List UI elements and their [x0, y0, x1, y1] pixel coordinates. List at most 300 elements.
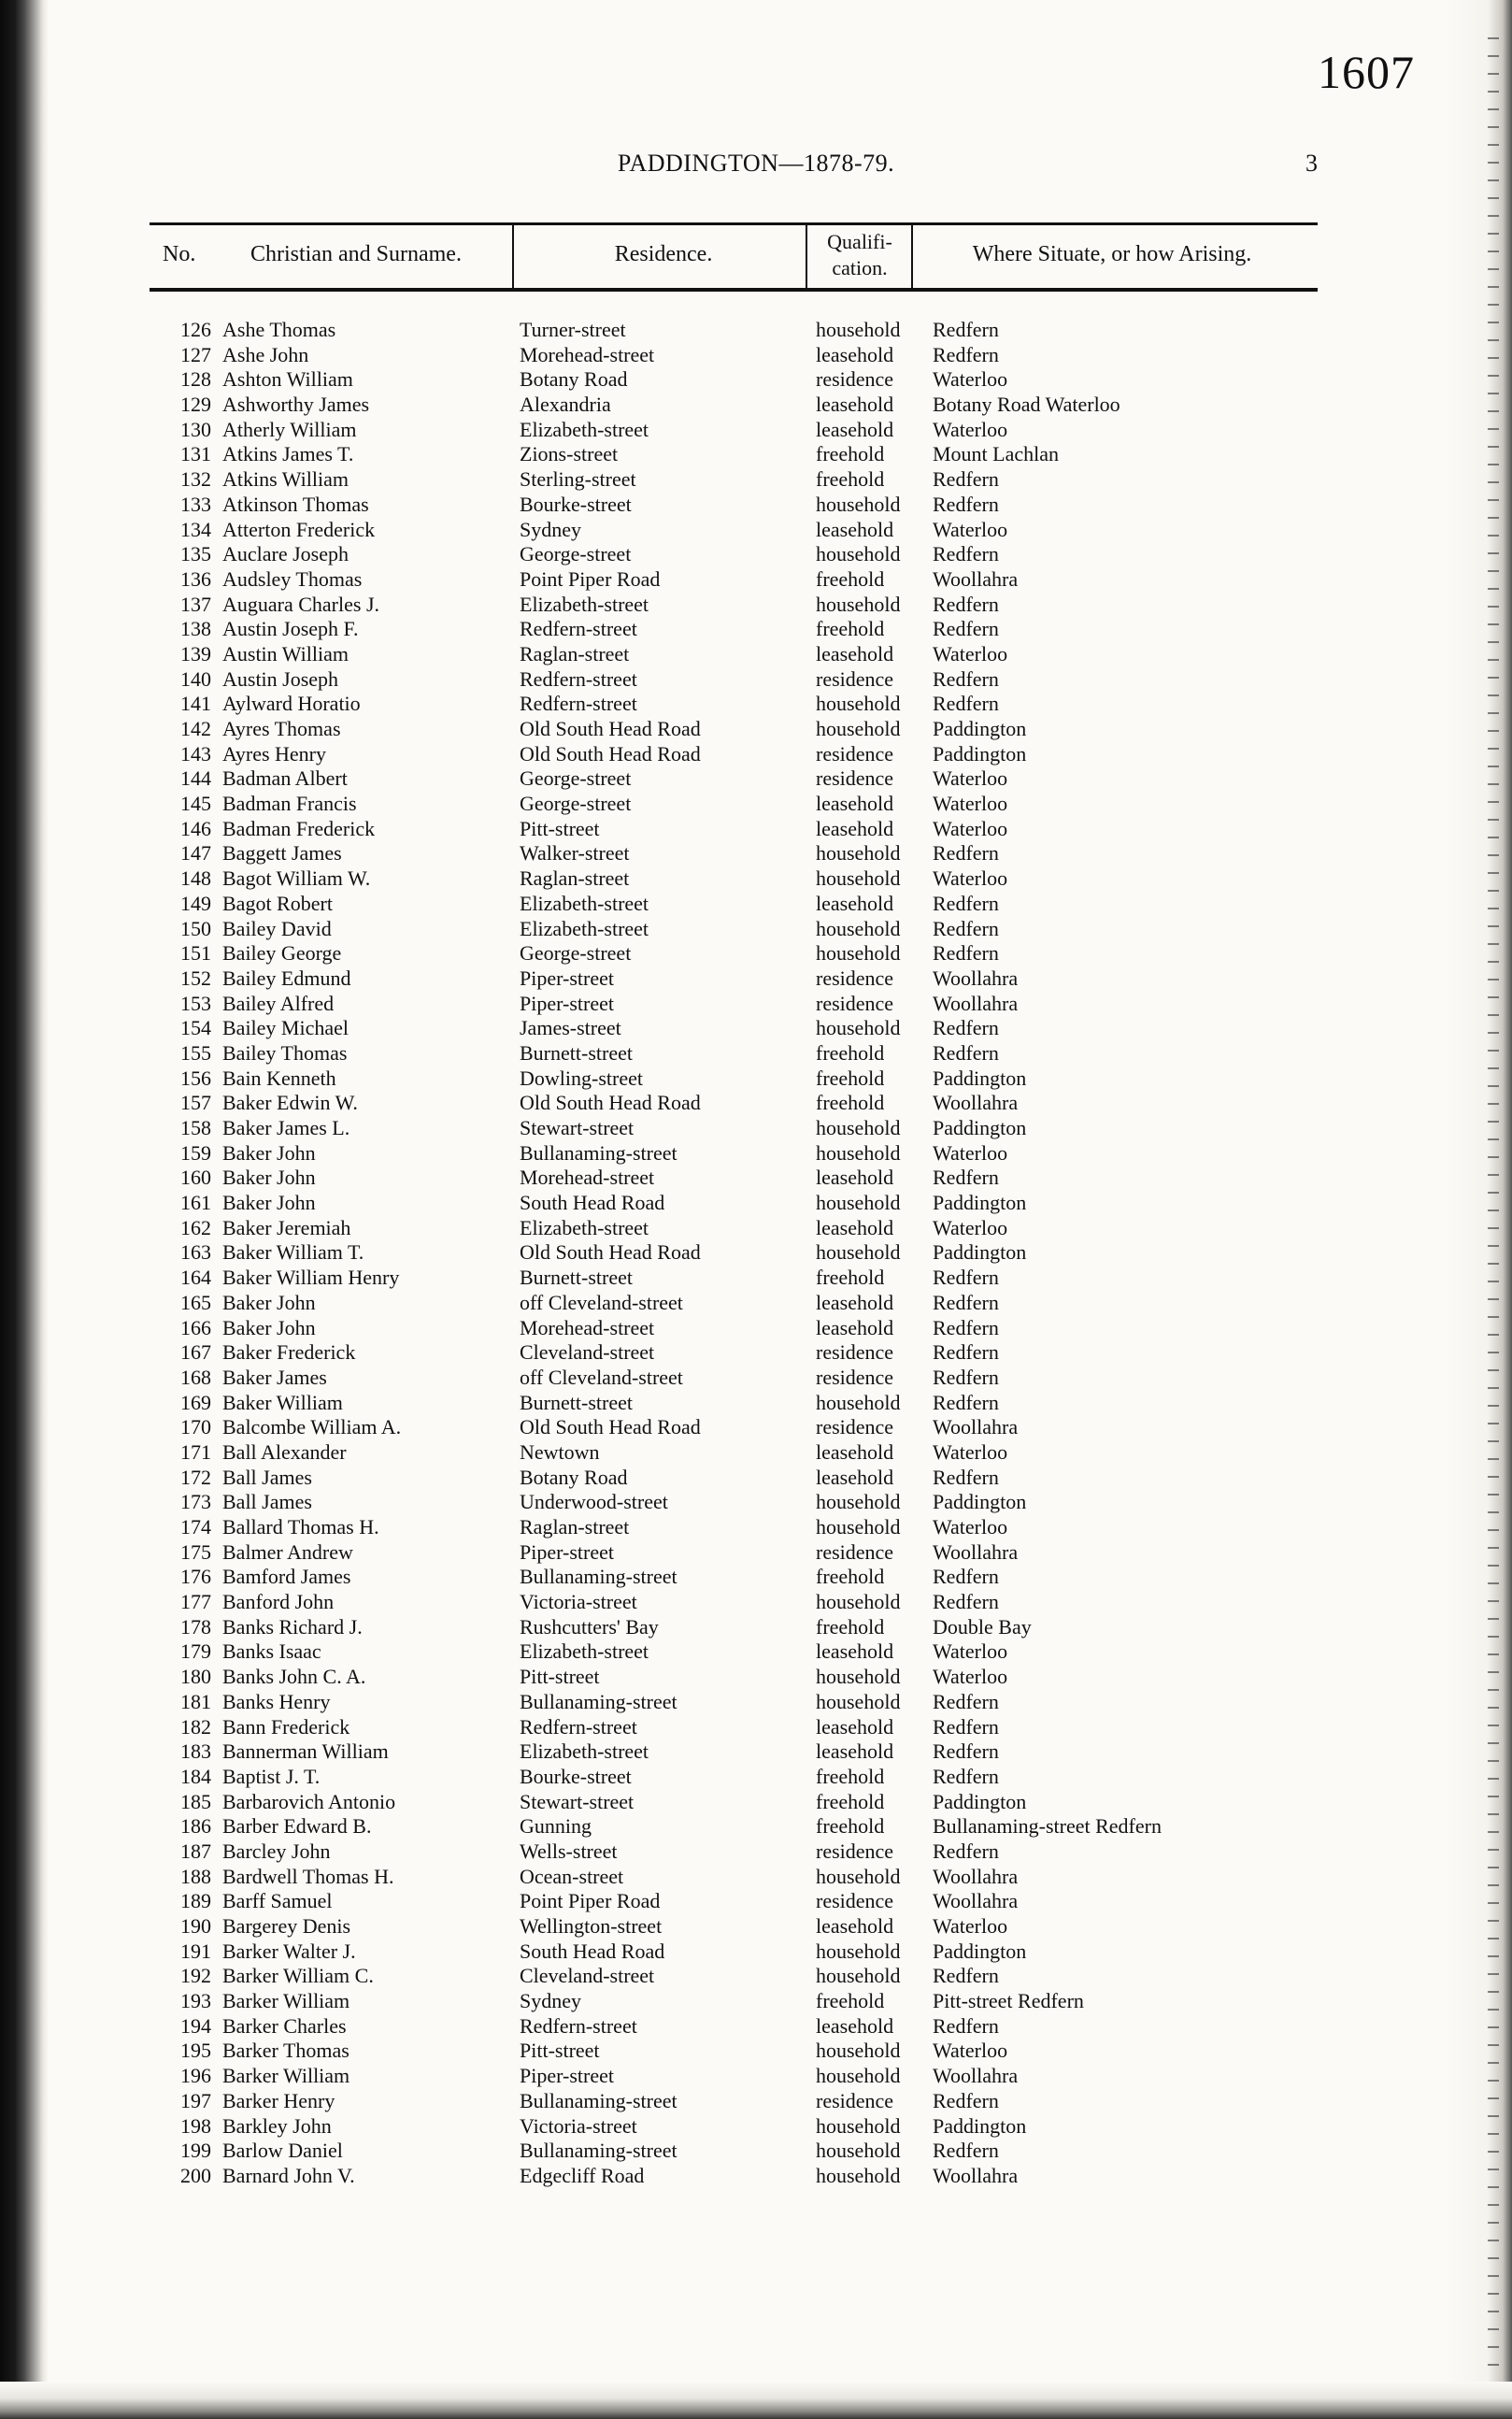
entry-qualification: freehold: [816, 1764, 885, 1788]
entry-name: Bannerman William: [222, 1739, 389, 1764]
entry-name: Baggett James: [222, 841, 342, 866]
entry-residence: Bullanaming-street: [520, 2088, 678, 2112]
table-row: [150, 1366, 1327, 1391]
entry-name: Austin Joseph: [222, 666, 339, 691]
table-row: [150, 567, 1327, 593]
entry-qualification: leasehold: [816, 816, 894, 840]
entry-where: Paddington: [933, 1789, 1027, 1813]
entry-name: Audsley Thomas: [222, 566, 363, 591]
table-row: [150, 2064, 1327, 2089]
entry-where: Waterloo: [933, 517, 1008, 541]
entry-number: 159: [180, 1140, 211, 1165]
entry-name: Baker William T.: [222, 1240, 364, 1265]
entry-number: 177: [180, 1590, 211, 1614]
table-row: [150, 318, 1327, 343]
table-row: [150, 1865, 1327, 1890]
entry-number: 134: [180, 517, 211, 541]
entry-residence: Pitt-street: [520, 816, 600, 840]
entry-number: 161: [180, 1191, 211, 1215]
entry-qualification: household: [816, 592, 901, 616]
entry-number: 173: [180, 1490, 211, 1514]
sheet-number: 3: [1305, 150, 1318, 177]
entry-name: Ayres Henry: [222, 741, 326, 766]
entry-where: Redfern: [933, 1016, 999, 1040]
table-row: [150, 1615, 1327, 1640]
entry-residence: Cleveland-street: [520, 1340, 655, 1365]
entry-number: 174: [180, 1515, 211, 1539]
entry-residence: Victoria-street: [520, 1590, 637, 1614]
entry-qualification: household: [816, 1116, 901, 1139]
entry-name: Barkley John: [222, 2113, 332, 2138]
entry-name: Baker John: [222, 1140, 316, 1165]
entry-qualification: household: [816, 1016, 901, 1040]
entry-qualification: leasehold: [816, 1290, 894, 1314]
entry-where: Waterloo: [933, 792, 1008, 816]
entry-qualification: leasehold: [816, 792, 894, 816]
table-row: [150, 2089, 1327, 2114]
entry-name: Barker William: [222, 1989, 350, 2013]
entry-residence: Point Piper Road: [520, 1889, 661, 1913]
entry-residence: Victoria-street: [520, 2113, 637, 2138]
entry-where: Paddington: [933, 1490, 1027, 1514]
entry-number: 171: [180, 1439, 211, 1464]
entry-qualification: leasehold: [816, 641, 894, 666]
entry-name: Bargerey Denis: [222, 1914, 351, 1938]
entry-residence: Sterling-street: [520, 467, 636, 492]
entry-qualification: freehold: [816, 566, 885, 591]
entry-name: Ashe Thomas: [222, 318, 336, 341]
entry-qualification: household: [816, 2064, 901, 2088]
entry-where: Woollahra: [933, 1091, 1019, 1115]
entry-residence: Piper-street: [520, 1539, 614, 1564]
entry-number: 178: [180, 1614, 211, 1639]
entry-qualification: residence: [816, 367, 894, 392]
entry-number: 189: [180, 1889, 211, 1913]
entry-where: Botany Road Waterloo: [933, 393, 1120, 417]
entry-qualification: freehold: [816, 467, 885, 492]
table-row: [150, 418, 1327, 443]
entry-number: 166: [180, 1315, 211, 1339]
entry-residence: George-street: [520, 542, 632, 566]
entry-residence: Point Piper Road: [520, 566, 661, 591]
entry-number: 168: [180, 1365, 211, 1389]
entry-name: Barbarovich Antonio: [222, 1789, 396, 1813]
table-row: [150, 2164, 1327, 2189]
entry-qualification: household: [816, 1689, 901, 1713]
entry-number: 140: [180, 666, 211, 691]
table-row: [150, 1340, 1327, 1366]
entry-number: 127: [180, 342, 211, 366]
running-title: PADDINGTON—1878-79.: [617, 150, 895, 177]
entry-where: Redfern: [933, 1340, 999, 1365]
entry-name: Ball James: [222, 1490, 312, 1514]
table-row: [150, 1565, 1327, 1590]
entry-qualification: household: [816, 1490, 901, 1514]
entry-qualification: residence: [816, 1365, 894, 1389]
table-row: [150, 1989, 1327, 2014]
entry-where: Redfern: [933, 1689, 999, 1713]
entry-where: Paddington: [933, 1191, 1027, 1215]
entry-number: 141: [180, 692, 211, 716]
table-row: [150, 1889, 1327, 1914]
entry-name: Baker John: [222, 1315, 316, 1339]
table-row: [150, 1814, 1327, 1839]
entry-where: Redfern: [933, 1365, 999, 1389]
entry-qualification: freehold: [816, 1091, 885, 1115]
column-header-where: Where Situate, or how Arising.: [972, 242, 1252, 266]
entry-where: Paddington: [933, 1116, 1027, 1139]
entry-number: 151: [180, 941, 211, 966]
entry-where: Woollahra: [933, 2163, 1019, 2187]
entry-qualification: freehold: [816, 442, 885, 466]
entry-where: Waterloo: [933, 1215, 1008, 1239]
table-row: [150, 2039, 1327, 2064]
entry-number: 150: [180, 916, 211, 940]
entry-where: Redfern: [933, 542, 999, 566]
entry-number: 154: [180, 1016, 211, 1040]
entry-number: 167: [180, 1340, 211, 1365]
table-row: [150, 617, 1327, 642]
entry-number: 195: [180, 2039, 211, 2063]
entry-residence: Botany Road: [520, 367, 628, 392]
entry-name: Barker Henry: [222, 2088, 335, 2112]
entry-number: 152: [180, 966, 211, 990]
page-binding-edge: [0, 0, 49, 2419]
entry-name: Bailey Michael: [222, 1016, 349, 1040]
table-row: [150, 866, 1327, 892]
entry-qualification: household: [816, 1390, 901, 1414]
entry-where: Redfern: [933, 666, 999, 691]
entry-name: Atterton Frederick: [222, 517, 376, 541]
entry-where: Waterloo: [933, 866, 1008, 891]
entry-residence: Redfern-street: [520, 692, 637, 716]
entry-number: 149: [180, 891, 211, 915]
entry-qualification: household: [816, 492, 901, 516]
entry-name: Baker James: [222, 1365, 327, 1389]
entry-number: 199: [180, 2139, 211, 2163]
entry-name: Barker William C.: [222, 1964, 374, 1988]
entry-qualification: leasehold: [816, 1739, 894, 1764]
entry-name: Bagot William W.: [222, 866, 371, 891]
entry-number: 144: [180, 766, 211, 791]
entry-name: Austin William: [222, 641, 349, 666]
entry-qualification: leasehold: [816, 1315, 894, 1339]
table-row: [150, 1191, 1327, 1216]
entry-number: 191: [180, 1939, 211, 1963]
entry-where: Redfern: [933, 1166, 999, 1190]
entry-number: 176: [180, 1565, 211, 1589]
entry-name: Barff Samuel: [222, 1889, 333, 1913]
entry-number: 131: [180, 442, 211, 466]
entry-residence: Old South Head Road: [520, 1415, 701, 1439]
entry-qualification: household: [816, 1240, 901, 1265]
table-row: [150, 692, 1327, 717]
entry-where: Waterloo: [933, 816, 1008, 840]
entry-qualification: freehold: [816, 1989, 885, 2013]
entry-qualification: household: [816, 866, 901, 891]
entry-number: 183: [180, 1739, 211, 1764]
entry-number: 147: [180, 841, 211, 866]
entry-qualification: household: [816, 1665, 901, 1689]
entry-name: Baker John: [222, 1191, 316, 1215]
entry-name: Ashton William: [222, 367, 353, 392]
entry-number: 142: [180, 717, 211, 740]
table-row: [150, 1041, 1327, 1066]
entry-qualification: residence: [816, 1539, 894, 1564]
entry-qualification: residence: [816, 741, 894, 766]
entry-where: Waterloo: [933, 641, 1008, 666]
entry-qualification: household: [816, 1939, 901, 1963]
entry-qualification: household: [816, 2139, 901, 2163]
entry-qualification: leasehold: [816, 517, 894, 541]
entry-number: 164: [180, 1266, 211, 1290]
entry-number: 132: [180, 467, 211, 492]
table-row: [150, 1715, 1327, 1740]
entry-residence: Bullanaming-street: [520, 1689, 678, 1713]
entry-where: Paddington: [933, 2113, 1027, 2138]
entry-number: 133: [180, 492, 211, 516]
entry-residence: Pitt-street: [520, 1665, 600, 1689]
entry-residence: George-street: [520, 792, 632, 816]
table-row: [150, 1266, 1327, 1291]
entry-residence: Bullanaming-street: [520, 1565, 678, 1589]
entry-where: Paddington: [933, 1939, 1027, 1963]
entry-qualification: leasehold: [816, 342, 894, 366]
entry-residence: Sydney: [520, 1989, 581, 2013]
table-row: [150, 1116, 1327, 1141]
entry-number: 129: [180, 393, 211, 417]
entry-name: Atkins James T.: [222, 442, 354, 466]
entry-where: Paddington: [933, 741, 1027, 766]
entry-residence: Alexandria: [520, 393, 611, 417]
entry-name: Auclare Joseph: [222, 542, 349, 566]
entry-residence: Walker-street: [520, 841, 630, 866]
entry-where: Woollahra: [933, 566, 1019, 591]
entry-residence: Botany Road: [520, 1465, 628, 1489]
table-row: [150, 841, 1327, 866]
entry-qualification: leasehold: [816, 1439, 894, 1464]
table-row: [150, 542, 1327, 567]
table-row: [150, 1240, 1327, 1266]
entry-name: Ashe John: [222, 342, 309, 366]
entry-number: 179: [180, 1639, 211, 1664]
entry-residence: Redfern-street: [520, 617, 637, 641]
entry-residence: Sydney: [520, 517, 581, 541]
entry-residence: Ocean-street: [520, 1864, 624, 1888]
table-row: [150, 1415, 1327, 1440]
entry-where: Redfern: [933, 1714, 999, 1739]
page-edge-marks: [1488, 37, 1499, 2393]
column-header-name: Christian and Surname.: [250, 242, 462, 266]
entry-where: Paddington: [933, 1240, 1027, 1265]
entry-where: Redfern: [933, 318, 999, 341]
entry-number: 156: [180, 1066, 211, 1090]
table-row: [150, 792, 1327, 817]
entry-residence: Raglan-street: [520, 1515, 630, 1539]
entry-where: Redfern: [933, 1465, 999, 1489]
entry-number: 187: [180, 1839, 211, 1863]
entry-number: 181: [180, 1689, 211, 1713]
entry-name: Baker James L.: [222, 1116, 350, 1139]
entry-name: Ayres Thomas: [222, 717, 341, 740]
table-row: [150, 992, 1327, 1017]
entry-where: Redfern: [933, 342, 999, 366]
entry-where: Redfern: [933, 1565, 999, 1589]
entry-name: Baker Edwin W.: [222, 1091, 358, 1115]
entry-number: 158: [180, 1116, 211, 1139]
entry-where: Woollahra: [933, 1889, 1019, 1913]
entry-qualification: household: [816, 916, 901, 940]
entry-number: 138: [180, 617, 211, 641]
table-row: [150, 2014, 1327, 2040]
entry-name: Banks John C. A.: [222, 1665, 366, 1689]
entry-number: 186: [180, 1814, 211, 1839]
entry-name: Banks Isaac: [222, 1639, 321, 1664]
entry-number: 170: [180, 1415, 211, 1439]
entry-qualification: freehold: [816, 1066, 885, 1090]
entry-where: Waterloo: [933, 417, 1008, 441]
entry-name: Bamford James: [222, 1565, 351, 1589]
table-row: [150, 1690, 1327, 1715]
entry-name: Baker William: [222, 1390, 343, 1414]
entry-residence: Newtown: [520, 1439, 600, 1464]
entry-name: Barker Walter J.: [222, 1939, 356, 1963]
table-row: [150, 1914, 1327, 1939]
entry-qualification: leasehold: [816, 393, 894, 417]
entry-where: Redfern: [933, 1764, 999, 1788]
entry-name: Banks Richard J.: [222, 1614, 363, 1639]
column-header-qualification-line2: cation.: [832, 256, 888, 279]
entry-residence: Raglan-street: [520, 866, 630, 891]
entry-residence: Elizabeth-street: [520, 1215, 649, 1239]
entry-qualification: household: [816, 2039, 901, 2063]
table-row: [150, 742, 1327, 767]
entry-number: 194: [180, 2013, 211, 2038]
entry-residence: Burnett-street: [520, 1266, 633, 1290]
entry-qualification: residence: [816, 991, 894, 1015]
page-right-edge: [1447, 0, 1512, 2419]
entry-qualification: residence: [816, 1839, 894, 1863]
table-row: [150, 667, 1327, 693]
entry-qualification: residence: [816, 1415, 894, 1439]
table-row: [150, 1839, 1327, 1865]
entry-qualification: residence: [816, 966, 894, 990]
entry-residence: Morehead-street: [520, 342, 655, 366]
header-top-rule: [150, 222, 1318, 225]
entry-name: Barber Edward B.: [222, 1814, 372, 1839]
entry-qualification: freehold: [816, 1565, 885, 1589]
entry-residence: Elizabeth-street: [520, 916, 649, 940]
entry-where: Waterloo: [933, 367, 1008, 392]
entry-residence: Stewart-street: [520, 1789, 635, 1813]
entry-qualification: household: [816, 1590, 901, 1614]
entry-number: 163: [180, 1240, 211, 1265]
entry-name: Barker Charles: [222, 2013, 347, 2038]
table-row: [150, 518, 1327, 543]
entry-number: 162: [180, 1215, 211, 1239]
entry-qualification: leasehold: [816, 1166, 894, 1190]
entry-qualification: household: [816, 1191, 901, 1215]
table-row: [150, 1291, 1327, 1316]
entry-residence: Underwood-street: [520, 1490, 668, 1514]
table-row: [150, 1466, 1327, 1491]
entry-qualification: residence: [816, 1889, 894, 1913]
entry-qualification: leasehold: [816, 2013, 894, 2038]
entry-number: 182: [180, 1714, 211, 1739]
entry-name: Bailey George: [222, 941, 342, 966]
entry-number: 196: [180, 2064, 211, 2088]
entry-qualification: leasehold: [816, 1714, 894, 1739]
entry-where: Redfern: [933, 1290, 999, 1314]
entry-name: Aylward Horatio: [222, 692, 361, 716]
entry-qualification: leasehold: [816, 1639, 894, 1664]
entry-where: Mount Lachlan: [933, 442, 1060, 466]
entry-where: Waterloo: [933, 1140, 1008, 1165]
entry-where: Redfern: [933, 916, 999, 940]
header-bottom-rule: [150, 288, 1318, 292]
table-row: [150, 593, 1327, 618]
entry-where: Redfern: [933, 891, 999, 915]
entry-name: Bain Kenneth: [222, 1066, 336, 1090]
table-row: [150, 343, 1327, 368]
entry-qualification: household: [816, 318, 901, 341]
entry-name: Bailey Alfred: [222, 991, 335, 1015]
table-row: [150, 1590, 1327, 1615]
entry-number: 200: [180, 2163, 211, 2187]
entry-residence: off Cleveland-street: [520, 1290, 683, 1314]
entry-number: 153: [180, 991, 211, 1015]
entry-name: Bailey Thomas: [222, 1040, 348, 1065]
entry-where: Redfern: [933, 592, 999, 616]
entry-residence: Cleveland-street: [520, 1964, 655, 1988]
entry-residence: Burnett-street: [520, 1390, 633, 1414]
entry-number: 145: [180, 792, 211, 816]
entry-residence: Turner-street: [520, 318, 626, 341]
table-row: [150, 766, 1327, 792]
entry-number: 184: [180, 1764, 211, 1788]
voter-list: [150, 318, 1327, 2189]
entry-name: Auguara Charles J.: [222, 592, 380, 616]
entry-where: Paddington: [933, 1066, 1027, 1090]
entry-name: Ballard Thomas H.: [222, 1515, 379, 1539]
entry-qualification: freehold: [816, 617, 885, 641]
table-row: [150, 1665, 1327, 1690]
entry-qualification: freehold: [816, 1814, 885, 1839]
entry-residence: Redfern-street: [520, 2013, 637, 2038]
entry-where: Waterloo: [933, 1665, 1008, 1689]
entry-name: Bardwell Thomas H.: [222, 1864, 394, 1888]
entry-residence: Elizabeth-street: [520, 891, 649, 915]
entry-where: Redfern: [933, 692, 999, 716]
entry-residence: Pitt-street: [520, 2039, 600, 2063]
entry-name: Banks Henry: [222, 1689, 331, 1713]
entry-name: Baker Frederick: [222, 1340, 356, 1365]
column-divider-where: [911, 224, 913, 288]
entry-where: Redfern: [933, 1040, 999, 1065]
entry-number: 137: [180, 592, 211, 616]
entry-where: Redfern: [933, 941, 999, 966]
table-row: [150, 467, 1327, 493]
table-row: [150, 2139, 1327, 2164]
entry-qualification: household: [816, 692, 901, 716]
table-row: [150, 367, 1327, 393]
entry-name: Balcombe William A.: [222, 1415, 402, 1439]
entry-name: Barker William: [222, 2064, 350, 2088]
entry-where: Waterloo: [933, 1639, 1008, 1664]
entry-number: 172: [180, 1465, 211, 1489]
entry-name: Bailey Edmund: [222, 966, 351, 990]
entry-number: 175: [180, 1539, 211, 1564]
